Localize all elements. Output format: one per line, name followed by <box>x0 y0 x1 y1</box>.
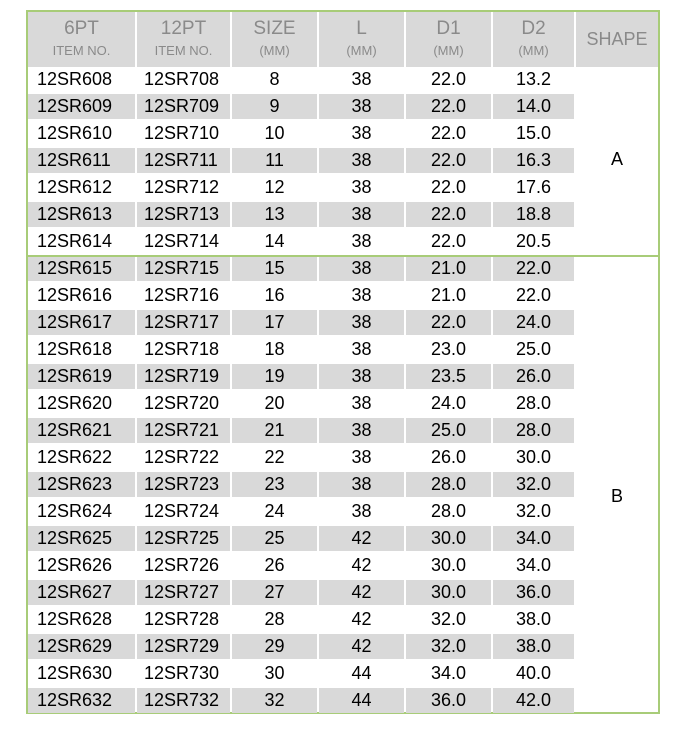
cell-size: 10 <box>264 123 285 143</box>
cell-size: 32 <box>232 688 317 713</box>
cell-d2: 22.0 <box>515 285 552 305</box>
cell-d2: 32.0 <box>515 501 552 521</box>
cell-12pt-item-no: 12SR722 <box>144 447 220 467</box>
cell-12pt-item-no: 12SR723 <box>137 472 230 497</box>
cell-d1: 22.0 <box>406 310 491 335</box>
cell-6pt-item-no: 12SR614 <box>37 231 113 251</box>
header-12pt-item-no <box>137 12 230 67</box>
cell-size: 13 <box>232 202 317 227</box>
cell-length: 42 <box>351 609 372 629</box>
cell-length: 38 <box>351 123 372 143</box>
cell-d2: 22.0 <box>493 256 574 281</box>
cell-d2: 28.0 <box>493 418 574 443</box>
table-row <box>28 147 574 174</box>
cell-6pt-item-no: 12SR616 <box>37 285 113 305</box>
cell-length: 38 <box>351 69 372 89</box>
cell-size: 15 <box>232 256 317 281</box>
table-row <box>28 525 574 552</box>
header-label: SIZE <box>253 18 296 39</box>
header-label: D2 <box>521 18 546 39</box>
cell-length: 44 <box>319 688 404 713</box>
cell-d2: 40.0 <box>515 663 552 683</box>
table-row <box>28 228 574 255</box>
table-row <box>28 255 574 282</box>
cell-6pt-item-no: 12SR627 <box>28 580 135 605</box>
header-length <box>319 12 404 67</box>
cell-size: 23 <box>232 472 317 497</box>
cell-size: 14 <box>264 231 285 251</box>
cell-d2: 13.2 <box>515 69 552 89</box>
cell-d2: 34.0 <box>493 526 574 551</box>
cell-size: 26 <box>264 555 285 575</box>
cell-d1: 22.0 <box>406 202 491 227</box>
cell-d1: 22.0 <box>430 123 467 143</box>
header-sublabel: (MM) <box>346 43 377 58</box>
table-row <box>28 66 574 93</box>
cell-d1: 28.0 <box>406 472 491 497</box>
cell-12pt-item-no: 12SR711 <box>137 148 230 173</box>
cell-size: 25 <box>232 526 317 551</box>
cell-size: 9 <box>232 94 317 119</box>
table-row <box>28 444 574 471</box>
table-row <box>28 174 574 201</box>
cell-d2: 38.0 <box>493 634 574 659</box>
cell-length: 38 <box>351 393 372 413</box>
cell-12pt-item-no: 12SR721 <box>137 418 230 443</box>
cell-12pt-item-no: 12SR732 <box>137 688 230 713</box>
table-row <box>28 93 574 120</box>
cell-6pt-item-no: 12SR630 <box>37 663 113 683</box>
cell-length: 38 <box>319 148 404 173</box>
header-sublabel: (MM) <box>518 43 549 58</box>
cell-size: 20 <box>264 393 285 413</box>
cell-length: 38 <box>351 285 372 305</box>
cell-12pt-item-no: 12SR729 <box>137 634 230 659</box>
cell-d1: 22.0 <box>406 148 491 173</box>
cell-length: 38 <box>319 256 404 281</box>
cell-d2: 25.0 <box>515 339 552 359</box>
header-size <box>232 12 317 67</box>
cell-size: 12 <box>264 177 285 197</box>
cell-length: 38 <box>319 202 404 227</box>
cell-size: 27 <box>232 580 317 605</box>
table-row <box>28 201 574 228</box>
cell-6pt-item-no: 12SR615 <box>28 256 135 281</box>
cell-d2: 42.0 <box>493 688 574 713</box>
header-sublabel: ITEM NO. <box>52 43 111 58</box>
cell-d1: 22.0 <box>430 69 467 89</box>
cell-12pt-item-no: 12SR727 <box>137 580 230 605</box>
cell-d1: 34.0 <box>430 663 467 683</box>
cell-6pt-item-no: 12SR612 <box>37 177 113 197</box>
cell-size: 11 <box>232 148 317 173</box>
cell-6pt-item-no: 12SR621 <box>28 418 135 443</box>
cell-d2: 20.5 <box>515 231 552 251</box>
cell-d1: 30.0 <box>406 580 491 605</box>
cell-size: 21 <box>232 418 317 443</box>
table-row <box>28 120 574 147</box>
cell-size: 22 <box>264 447 285 467</box>
cell-d1: 28.0 <box>430 501 467 521</box>
cell-d1: 26.0 <box>430 447 467 467</box>
cell-6pt-item-no: 12SR626 <box>37 555 113 575</box>
header-label: SHAPE <box>586 29 648 49</box>
cell-d1: 25.0 <box>406 418 491 443</box>
cell-6pt-item-no: 12SR632 <box>28 688 135 713</box>
table-row <box>28 606 574 633</box>
cell-6pt-item-no: 12SR625 <box>28 526 135 551</box>
header-label: D1 <box>436 18 461 39</box>
cell-12pt-item-no: 12SR713 <box>137 202 230 227</box>
cell-size: 28 <box>264 609 285 629</box>
cell-length: 38 <box>319 364 404 389</box>
cell-length: 38 <box>351 339 372 359</box>
header-sublabel: ITEM NO. <box>154 43 213 58</box>
cell-12pt-item-no: 12SR710 <box>144 123 220 143</box>
cell-12pt-item-no: 12SR718 <box>144 339 220 359</box>
table-row <box>28 363 574 390</box>
shape-group-divider <box>28 255 658 257</box>
table-row <box>28 687 574 714</box>
cell-d2: 30.0 <box>515 447 552 467</box>
cell-d1: 30.0 <box>406 526 491 551</box>
cell-length: 44 <box>351 663 372 683</box>
table-row <box>28 282 574 309</box>
cell-d2: 17.6 <box>515 177 552 197</box>
cell-6pt-item-no: 12SR623 <box>28 472 135 497</box>
cell-d1: 22.0 <box>406 94 491 119</box>
cell-12pt-item-no: 12SR715 <box>137 256 230 281</box>
header-6pt-item-no <box>28 12 135 67</box>
header-d2 <box>493 12 574 67</box>
cell-size: 17 <box>232 310 317 335</box>
cell-12pt-item-no: 12SR726 <box>144 555 220 575</box>
cell-d2: 18.8 <box>493 202 574 227</box>
cell-length: 38 <box>351 501 372 521</box>
cell-length: 42 <box>319 526 404 551</box>
cell-6pt-item-no: 12SR628 <box>37 609 113 629</box>
cell-6pt-item-no: 12SR613 <box>28 202 135 227</box>
table-row <box>28 579 574 606</box>
cell-length: 38 <box>319 418 404 443</box>
cell-d2: 16.3 <box>493 148 574 173</box>
cell-12pt-item-no: 12SR712 <box>144 177 220 197</box>
table-row <box>28 552 574 579</box>
cell-d1: 30.0 <box>430 555 467 575</box>
header-label: L <box>356 18 367 39</box>
cell-size: 18 <box>264 339 285 359</box>
table-row <box>28 660 574 687</box>
cell-6pt-item-no: 12SR624 <box>37 501 113 521</box>
cell-6pt-item-no: 12SR622 <box>37 447 113 467</box>
cell-length: 38 <box>319 472 404 497</box>
cell-d2: 15.0 <box>515 123 552 143</box>
cell-6pt-item-no: 12SR608 <box>37 69 113 89</box>
cell-size: 29 <box>232 634 317 659</box>
cell-length: 38 <box>351 231 372 251</box>
table-row <box>28 417 574 444</box>
cell-6pt-item-no: 12SR617 <box>28 310 135 335</box>
cell-size: 8 <box>269 69 280 89</box>
cell-size: 16 <box>264 285 285 305</box>
cell-12pt-item-no: 12SR725 <box>137 526 230 551</box>
table-header <box>28 12 658 67</box>
cell-d2: 36.0 <box>493 580 574 605</box>
cell-12pt-item-no: 12SR708 <box>144 69 220 89</box>
cell-12pt-item-no: 12SR717 <box>137 310 230 335</box>
cell-6pt-item-no: 12SR618 <box>37 339 113 359</box>
cell-6pt-item-no: 12SR629 <box>28 634 135 659</box>
socket-spec-table <box>26 10 660 714</box>
table-row <box>28 633 574 660</box>
cell-d1: 23.5 <box>406 364 491 389</box>
cell-length: 42 <box>351 555 372 575</box>
cell-d1: 32.0 <box>430 609 467 629</box>
header-shape <box>576 12 658 67</box>
cell-length: 42 <box>319 634 404 659</box>
cell-d1: 22.0 <box>430 231 467 251</box>
table-row <box>28 336 574 363</box>
cell-length: 38 <box>351 177 372 197</box>
cell-12pt-item-no: 12SR709 <box>137 94 230 119</box>
table-row <box>28 498 574 525</box>
cell-d1: 24.0 <box>430 393 467 413</box>
shape-label-a: A <box>610 149 623 169</box>
cell-12pt-item-no: 12SR724 <box>144 501 220 521</box>
cell-12pt-item-no: 12SR716 <box>144 285 220 305</box>
cell-d2: 32.0 <box>493 472 574 497</box>
cell-d2: 34.0 <box>515 555 552 575</box>
cell-d2: 38.0 <box>515 609 552 629</box>
cell-12pt-item-no: 12SR720 <box>144 393 220 413</box>
table-row <box>28 309 574 336</box>
cell-d2: 14.0 <box>493 94 574 119</box>
header-label: 12PT <box>160 18 207 39</box>
cell-length: 42 <box>319 580 404 605</box>
cell-d1: 36.0 <box>406 688 491 713</box>
shape-label-b: B <box>610 486 623 506</box>
table-row <box>28 390 574 417</box>
cell-d1: 23.0 <box>430 339 467 359</box>
header-d1 <box>406 12 491 67</box>
header-sublabel: (MM) <box>433 43 464 58</box>
cell-size: 30 <box>264 663 285 683</box>
cell-length: 38 <box>351 447 372 467</box>
cell-12pt-item-no: 12SR719 <box>137 364 230 389</box>
cell-d1: 22.0 <box>430 177 467 197</box>
cell-length: 38 <box>319 310 404 335</box>
cell-d2: 28.0 <box>515 393 552 413</box>
table-row <box>28 471 574 498</box>
cell-6pt-item-no: 12SR620 <box>37 393 113 413</box>
cell-d1: 21.0 <box>406 256 491 281</box>
cell-d1: 21.0 <box>430 285 467 305</box>
cell-length: 38 <box>319 94 404 119</box>
cell-d2: 26.0 <box>493 364 574 389</box>
header-sublabel: (MM) <box>259 43 290 58</box>
cell-12pt-item-no: 12SR728 <box>144 609 220 629</box>
cell-6pt-item-no: 12SR610 <box>37 123 113 143</box>
cell-6pt-item-no: 12SR619 <box>28 364 135 389</box>
cell-12pt-item-no: 12SR730 <box>144 663 220 683</box>
cell-size: 24 <box>264 501 285 521</box>
header-label: 6PT <box>64 18 99 39</box>
cell-6pt-item-no: 12SR611 <box>28 148 135 173</box>
cell-size: 19 <box>232 364 317 389</box>
cell-6pt-item-no: 12SR609 <box>28 94 135 119</box>
cell-d1: 32.0 <box>406 634 491 659</box>
cell-d2: 24.0 <box>493 310 574 335</box>
cell-12pt-item-no: 12SR714 <box>144 231 220 251</box>
